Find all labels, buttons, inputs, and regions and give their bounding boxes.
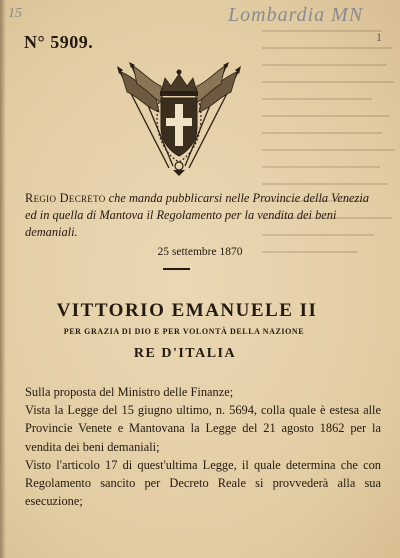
- king-title: RE D'ITALIA: [133, 346, 237, 361]
- savoy-coat-of-arms-icon: [113, 62, 245, 177]
- handwritten-note: Lombardia MN: [228, 4, 364, 26]
- divider: [163, 268, 190, 270]
- body-paragraph: Sulla proposta del Ministro delle Finanze;: [25, 385, 234, 399]
- king-grace-formula: PER GRAZIA DI DIO E PER VOLONTÀ DELLA NAZIONE: [63, 327, 305, 336]
- body-paragraph: Vista la Legge del 15 giugno ultimo, n. 5694, colla quale è estesa alle Provincie Venete e Mantovana la Legge del 21 agosto 1862 per la vendita dei beni demaniali;: [25, 403, 381, 454]
- decree-caption: [25, 190, 380, 241]
- king-name: VITTORIO EMANUELE II: [56, 300, 318, 321]
- handwritten-mark: 1: [376, 30, 382, 44]
- caption-text: che manda pubblicarsi nelle Provincie della Venezia ed in quella di Mantova il Regolamento per la vendita dei beni demaniali.: [25, 191, 370, 239]
- decree-date: 25 settembre 1870: [157, 246, 243, 258]
- body-paragraph: Visto l'articolo 17 di quest'ultima Legge, il quale determina che con Regolamento sancito per Decreto Reale si provvederà alla sua esecuzione;: [25, 457, 381, 509]
- caption-lead: Regio Decreto: [25, 191, 106, 205]
- decree-number: N° 5909.: [24, 32, 94, 52]
- handwritten-number: 15: [8, 6, 22, 21]
- decree-body: [25, 383, 381, 510]
